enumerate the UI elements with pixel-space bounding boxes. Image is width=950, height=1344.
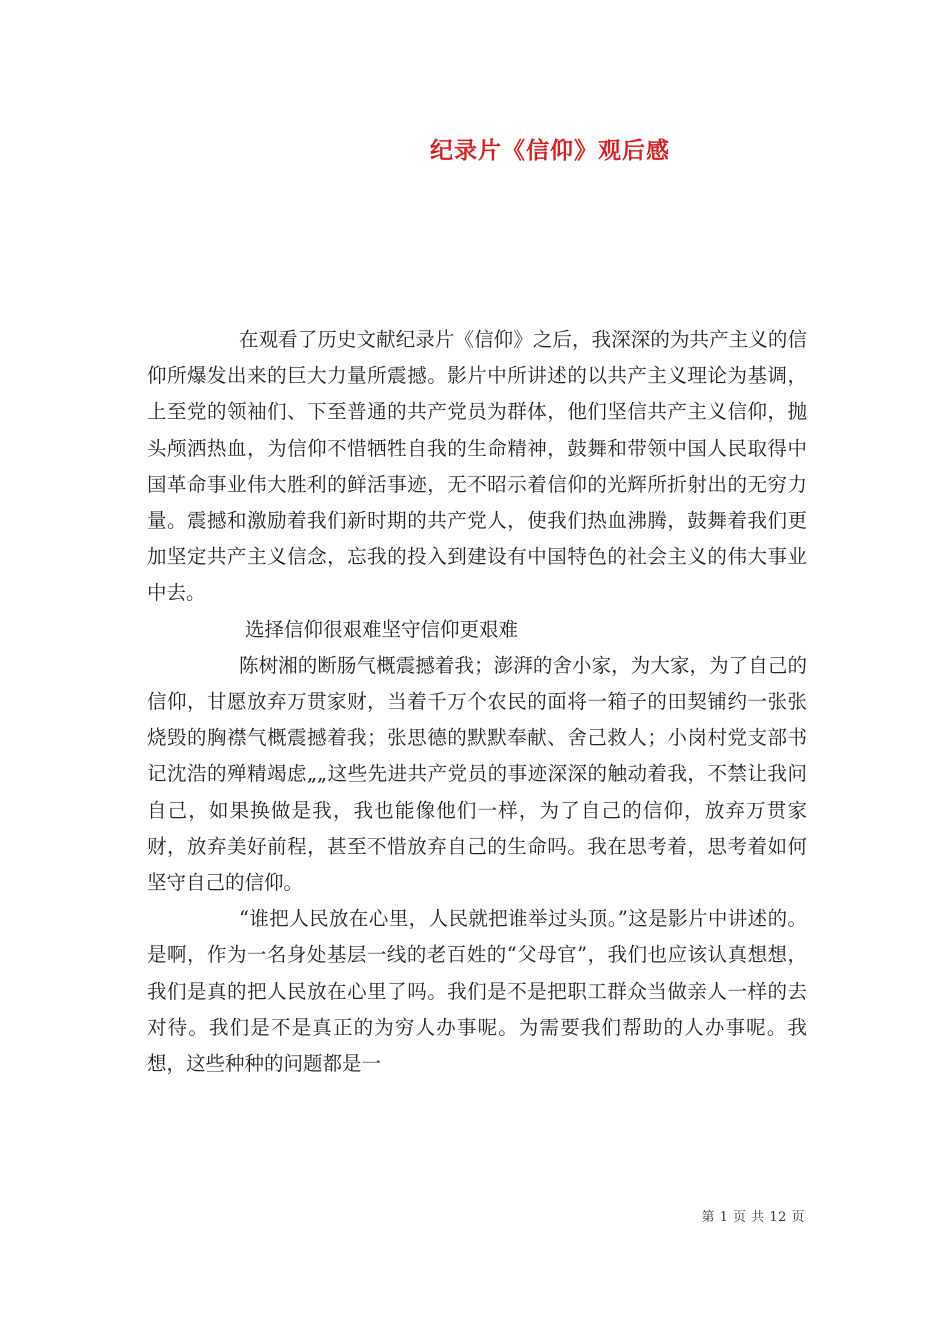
section-heading: 选择信仰很艰难坚守信仰更艰难 <box>245 617 519 641</box>
document-title: 纪录片《信仰》观后感 <box>430 137 670 164</box>
page-number-footer: 第 1 页 共 12 页 <box>701 1210 805 1225</box>
paragraph-3: “谁把人民放在心里，人民就把谁举过头顶。”这是影片中讲述的。是啊，作为一名身处基层一线的老百姓的“父母官”，我们也应该认真想想，我们是真的把人民放在心里了吗。我们是不是把职工群众当做亲人一样的去对待。我们是不是真正的为穷人办事呢。为需要我们帮助的人办事呢。我想，这些种种的问题都是一 <box>147 907 807 1076</box>
paragraph-2: 陈树湘的断肠气概震撼着我；澎湃的舍小家，为大家，为了自己的信仰，甘愿放弃万贯家财，当着千万个农民的面将一箱子的田契铺约一张张烧毁的胸襟气概震撼着我；张思德的默默奉献、舍己救人；小岗村党支部书记沈浩的殚精竭虑„„这些先进共产党员的事迹深深的触动着我，不禁让我问自己，如果换做是我，我也能像他们一样，为了自己的信仰，放弃万贯家财，放弃美好前程，甚至不惜放弃自己的生命吗。我在思考着，思考着如何坚守自己的信仰。 <box>147 653 807 895</box>
paragraph-1: 在观看了历史文献纪录片《信仰》之后，我深深的为共产主义的信仰所爆发出来的巨大力量所震撼。影片中所讲述的以共产主义理论为基调，上至党的领袖们、下至普通的共产党员为群体，他们坚信共产主义信仰，抛头颅洒热血，为信仰不惜牺牲自我的生命精神，鼓舞和带领中国人民取得中国革命事业伟大胜利的鲜活事迹，无不昭示着信仰的光辉所折射出的无穷力量。震撼和激励着我们新时期的共产党人，使我们热血沸腾，鼓舞着我们更加坚定共产主义信念，忘我的投入到建设有中国特色的社会主义的伟大事业中去。 <box>147 328 807 605</box>
document-body <box>147 322 807 1082</box>
